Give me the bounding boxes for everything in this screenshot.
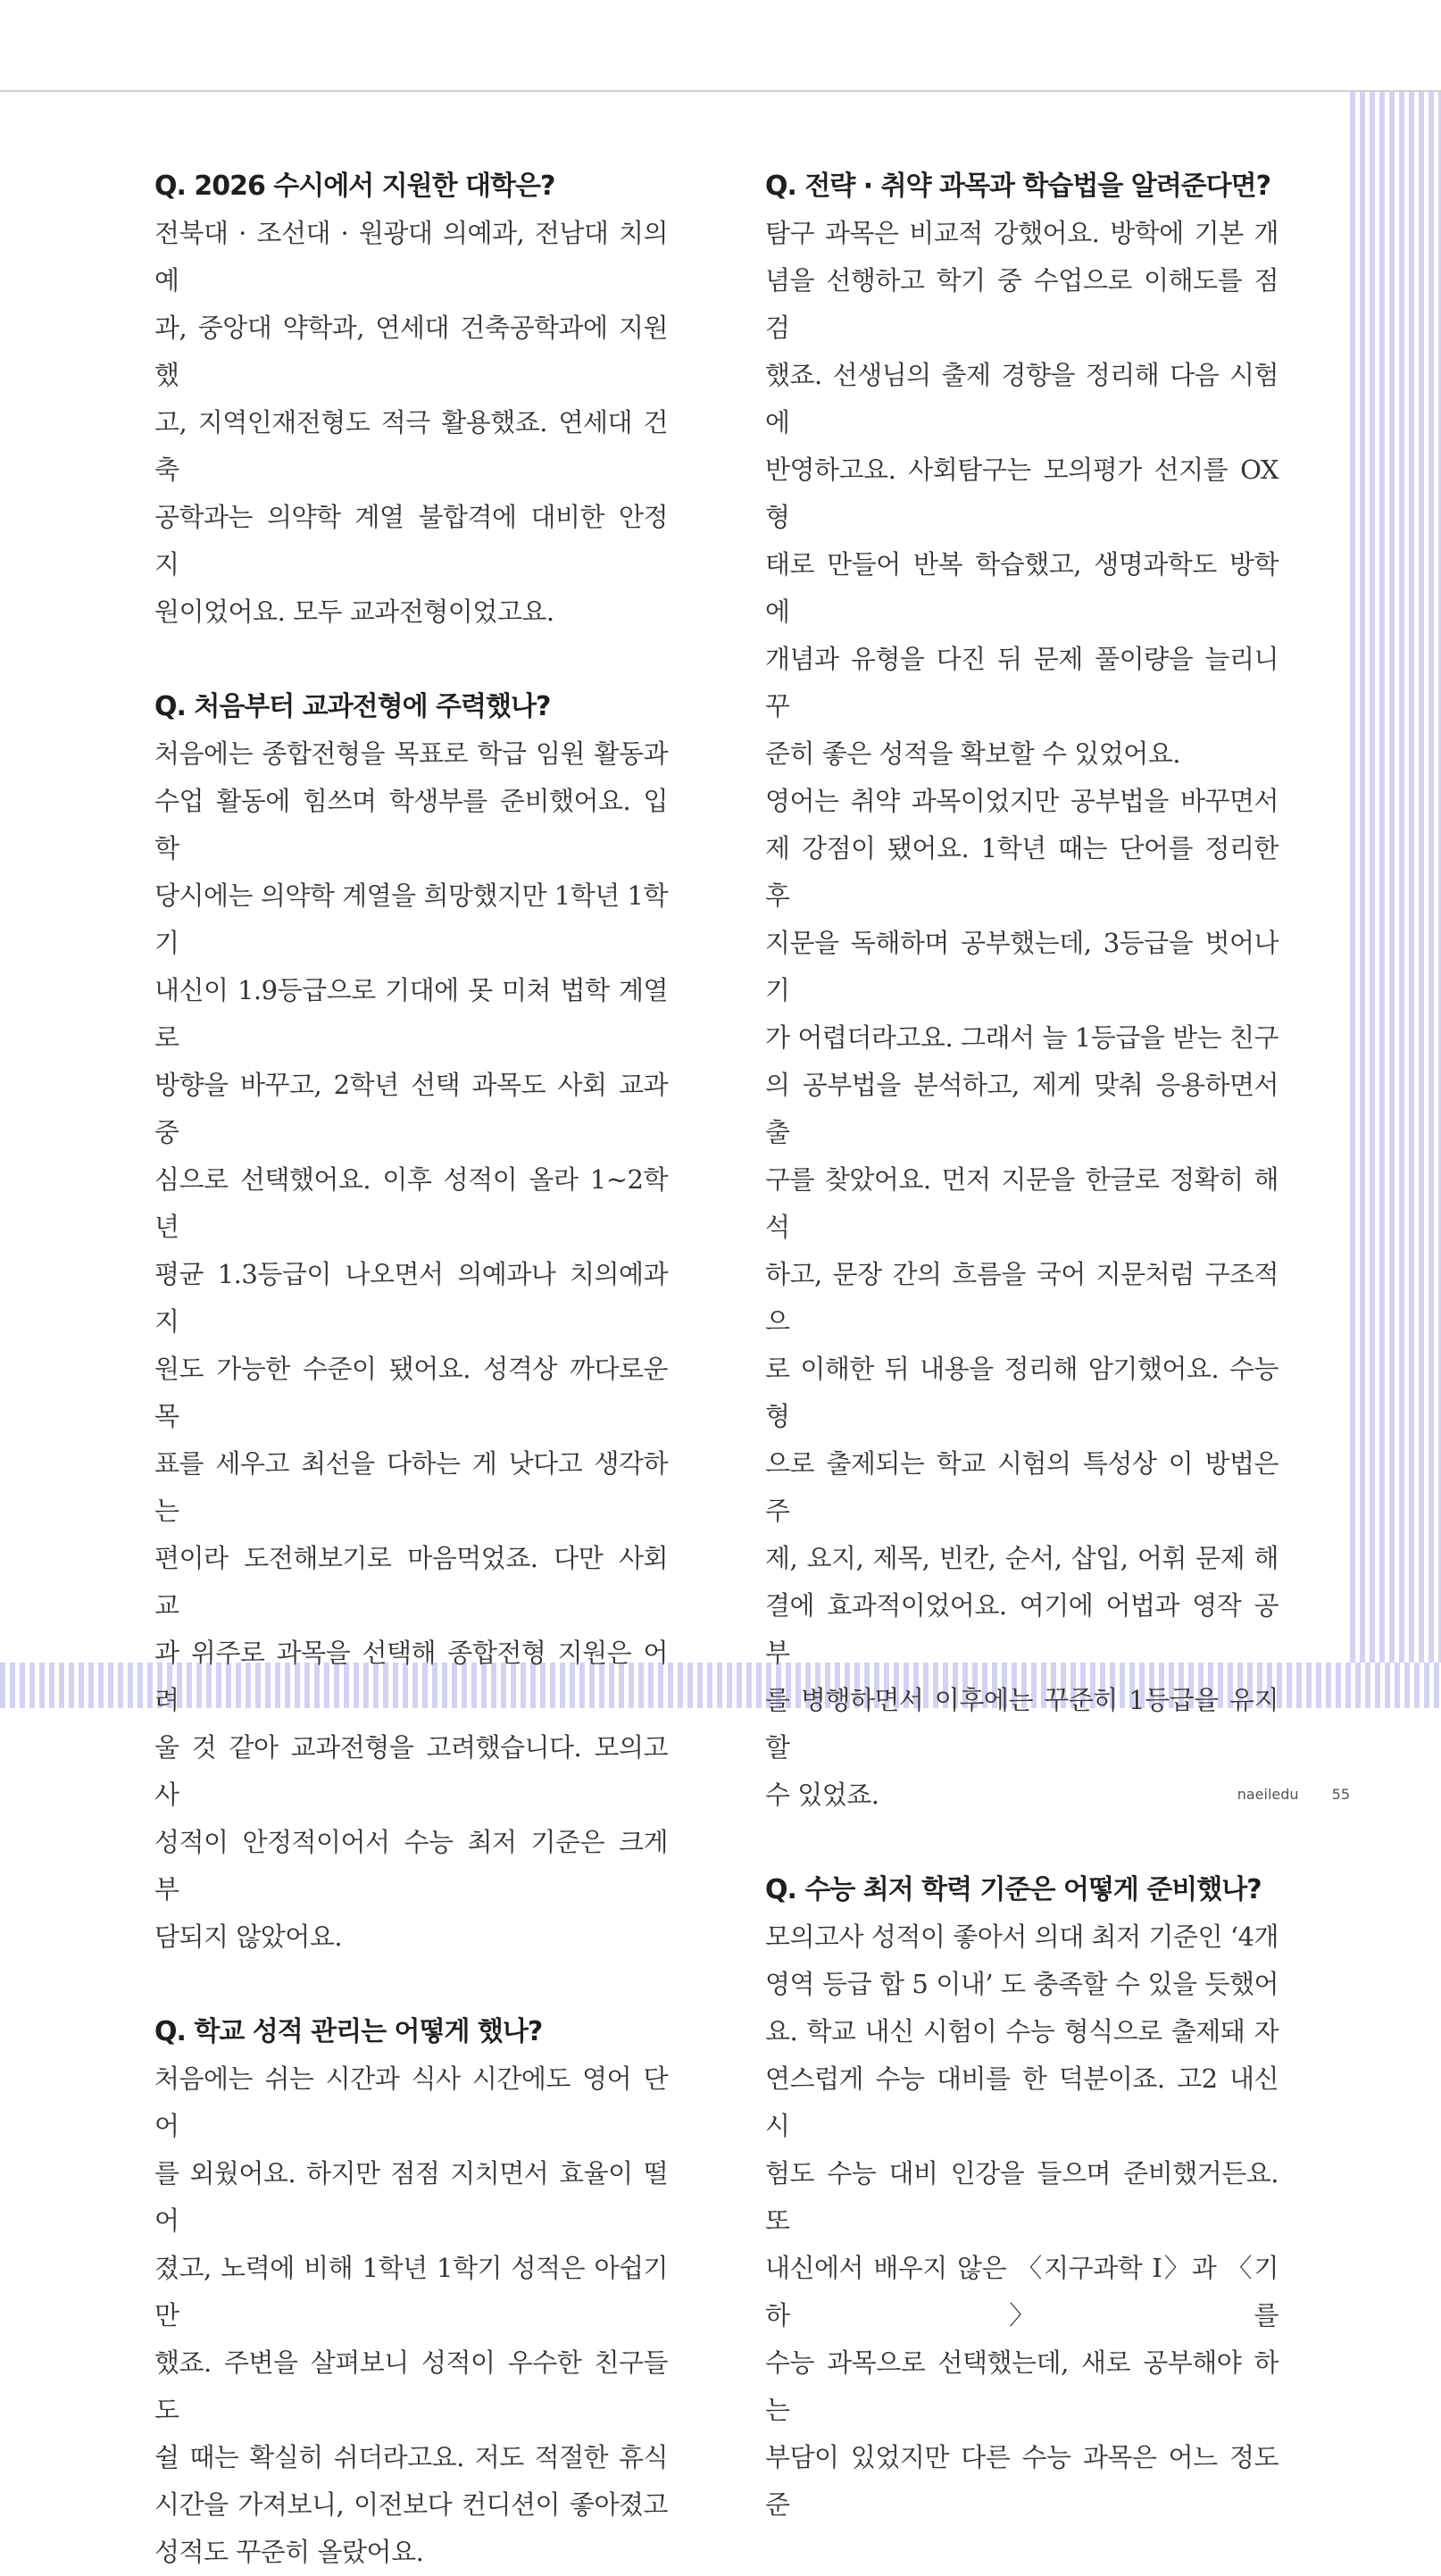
paragraph-line: 했죠. 선생님의 출제 경향을 정리해 다음 시험에 — [765, 360, 1279, 438]
question-heading: Q. 학교 성적 관리는 어떻게 했나? — [154, 2016, 543, 2047]
paragraph-line: 고, 지역인재전형도 적극 활용했죠. 연세대 건축 — [154, 407, 668, 485]
paragraph-line: 표를 세우고 최선을 다하는 게 낫다고 생각하는 — [154, 1448, 668, 1526]
paragraph-line: 내신이 1.9등급으로 기대에 못 미쳐 법학 계열로 — [154, 975, 668, 1053]
left-column — [154, 163, 668, 2576]
paragraph-line: 했죠. 주변을 살펴보니 성적이 우수한 친구들도 — [154, 2347, 668, 2425]
paragraph-line: 처음에는 종합전형을 목표로 학급 임원 활동과 — [154, 738, 668, 769]
paragraph-line: 태로 만들어 반복 학습했고, 생명과학도 방학에 — [765, 549, 1279, 627]
paragraph-line: 수능 과목으로 선택했는데, 새로 공부해야 하는 — [765, 2347, 1279, 2425]
page-number: 55 — [1331, 1786, 1350, 1803]
section-spacer — [154, 636, 668, 683]
paragraph-line: 제, 요지, 제목, 빈칸, 순서, 삽입, 어휘 문제 해 — [765, 1543, 1279, 1573]
paragraph-line: 의 공부법을 분석하고, 제게 맞춰 응용하면서 출 — [765, 1070, 1279, 1147]
paragraph-line: 공학과는 의약학 계열 불합격에 대비한 안정 지 — [154, 502, 668, 579]
paragraph-line: 전북대 · 조선대 · 원광대 의예과, 전남대 치의예 — [154, 218, 668, 296]
paragraph-line: 수 있었죠. — [765, 1780, 879, 1810]
publication-name: naeiledu — [1237, 1786, 1299, 1803]
paragraph-line: 부담이 있었지만 다른 수능 과목은 어느 정도 준 — [765, 2442, 1279, 2520]
page-footer — [1237, 1786, 1350, 1803]
paragraph-line: 시간을 가져보니, 이전보다 컨디션이 좋아졌고 — [154, 2489, 668, 2520]
right-column — [765, 163, 1279, 2529]
question-heading: Q. 2026 수시에서 지원한 대학은? — [154, 171, 555, 202]
paragraph-line: 졌고, 노력에 비해 1학년 1학기 성적은 아쉽기만 — [154, 2253, 668, 2330]
paragraph-line: 지문을 독해하며 공부했는데, 3등급을 벗어나기 — [765, 928, 1279, 1005]
paragraph-line: 원도 가능한 수준이 됐어요. 성격상 까다로운 목 — [154, 1354, 668, 1431]
paragraph-line: 성적도 꾸준히 올랐어요. — [154, 2537, 424, 2567]
paragraph-line: 반영하고요. 사회탐구는 모의평가 선지를 OX 형 — [765, 454, 1279, 532]
paragraph-line: 로 이해한 뒤 내용을 정리해 암기했어요. 수능형 — [765, 1354, 1279, 1431]
section-spacer — [154, 1961, 668, 2008]
paragraph-line: 과 위주로 과목을 선택해 종합전형 지원은 어려 — [154, 1638, 668, 1715]
paragraph-line: 평균 1.3등급이 나오면서 의예과나 치의예과 지 — [154, 1259, 668, 1337]
paragraph-line: 연스럽게 수능 대비를 한 덕분이죠. 고2 내신 시 — [765, 2063, 1279, 2141]
paragraph-line: 편이라 도전해보기로 마음먹었죠. 다만 사회 교 — [154, 1543, 668, 1621]
paragraph-line: 탐구 과목은 비교적 강했어요. 방학에 기본 개 — [765, 218, 1279, 248]
paragraph-line: 울 것 같아 교과전형을 고려했습니다. 모의고사 — [154, 1732, 668, 1810]
paragraph-line: 요. 학교 내신 시험이 수능 형식으로 출제돼 자 — [765, 2016, 1279, 2047]
decorative-stripe-right — [1350, 92, 1441, 1708]
question-heading: Q. 전략 · 취약 과목과 학습법을 알려준다면? — [765, 171, 1271, 202]
paragraph-line: 모의고사 성적이 좋아서 의대 최저 기준인 ‘4개 — [765, 1922, 1279, 1952]
paragraph-line: 제 강점이 됐어요. 1학년 때는 단어를 정리한 후 — [765, 833, 1279, 911]
paragraph-line: 를 병행하면서 이후에는 꾸준히 1등급을 유지할 — [765, 1685, 1279, 1763]
paragraph-line: 준히 좋은 성적을 확보할 수 있었어요. — [765, 738, 1181, 769]
paragraph-line: 과, 중앙대 약학과, 연세대 건축공학과에 지원했 — [154, 313, 668, 390]
paragraph-line: 성적이 안정적이어서 수능 최저 기준은 크게 부 — [154, 1827, 668, 1905]
paragraph-line: 념을 선행하고 학기 중 수업으로 이해도를 점검 — [765, 265, 1279, 343]
paragraph-line: 당시에는 의약학 계열을 희망했지만 1학년 1학기 — [154, 880, 668, 958]
paragraph-line: 방향을 바꾸고, 2학년 선택 과목도 사회 교과 중 — [154, 1070, 668, 1147]
paragraph-line: 으로 출제되는 학교 시험의 특성상 이 방법은 주 — [765, 1448, 1279, 1526]
paragraph-line: 처음에는 쉬는 시간과 식사 시간에도 영어 단어 — [154, 2063, 668, 2141]
section-spacer — [765, 1819, 1279, 1866]
paragraph-line: 구를 찾았어요. 먼저 지문을 한글로 정확히 해석 — [765, 1164, 1279, 1242]
paragraph-line: 하고, 문장 간의 흐름을 국어 지문처럼 구조적으 — [765, 1259, 1279, 1337]
paragraph-line: 영어는 취약 과목이었지만 공부법을 바꾸면서 — [765, 786, 1279, 816]
question-heading: Q. 수능 최저 학력 기준은 어떻게 준비했나? — [765, 1874, 1262, 1905]
paragraph-line: 를 외웠어요. 하지만 점점 지치면서 효율이 떨어 — [154, 2158, 668, 2236]
paragraph-line: 수업 활동에 힘쓰며 학생부를 준비했어요. 입학 — [154, 786, 668, 863]
paragraph-line: 심으로 선택했어요. 이후 성적이 올라 1~2학년 — [154, 1164, 668, 1242]
question-heading: Q. 처음부터 교과전형에 주력했나? — [154, 691, 551, 722]
paragraph-line: 원이었어요. 모두 교과전형이었고요. — [154, 596, 554, 627]
paragraph-line: 결에 효과적이었어요. 여기에 어법과 영작 공부 — [765, 1590, 1279, 1668]
paragraph-line: 쉴 때는 확실히 쉬더라고요. 저도 적절한 휴식 — [154, 2442, 668, 2472]
paragraph-line: 담되지 않았어요. — [154, 1922, 343, 1952]
paragraph-line: 개념과 유형을 다진 뒤 문제 풀이량을 늘리니 꾸 — [765, 644, 1279, 721]
paragraph-line: 영역 등급 합 5 이내’ 도 충족할 수 있을 듯했어 — [765, 1969, 1279, 1999]
paragraph-line: 내신에서 배우지 않은 〈지구과학 Ⅰ〉과 〈기하〉를 — [765, 2253, 1279, 2330]
paragraph-line: 가 어렵더라고요. 그래서 늘 1등급을 받는 친구 — [765, 1022, 1279, 1053]
paragraph-line: 험도 수능 대비 인강을 들으며 준비했거든요. 또 — [765, 2158, 1279, 2236]
